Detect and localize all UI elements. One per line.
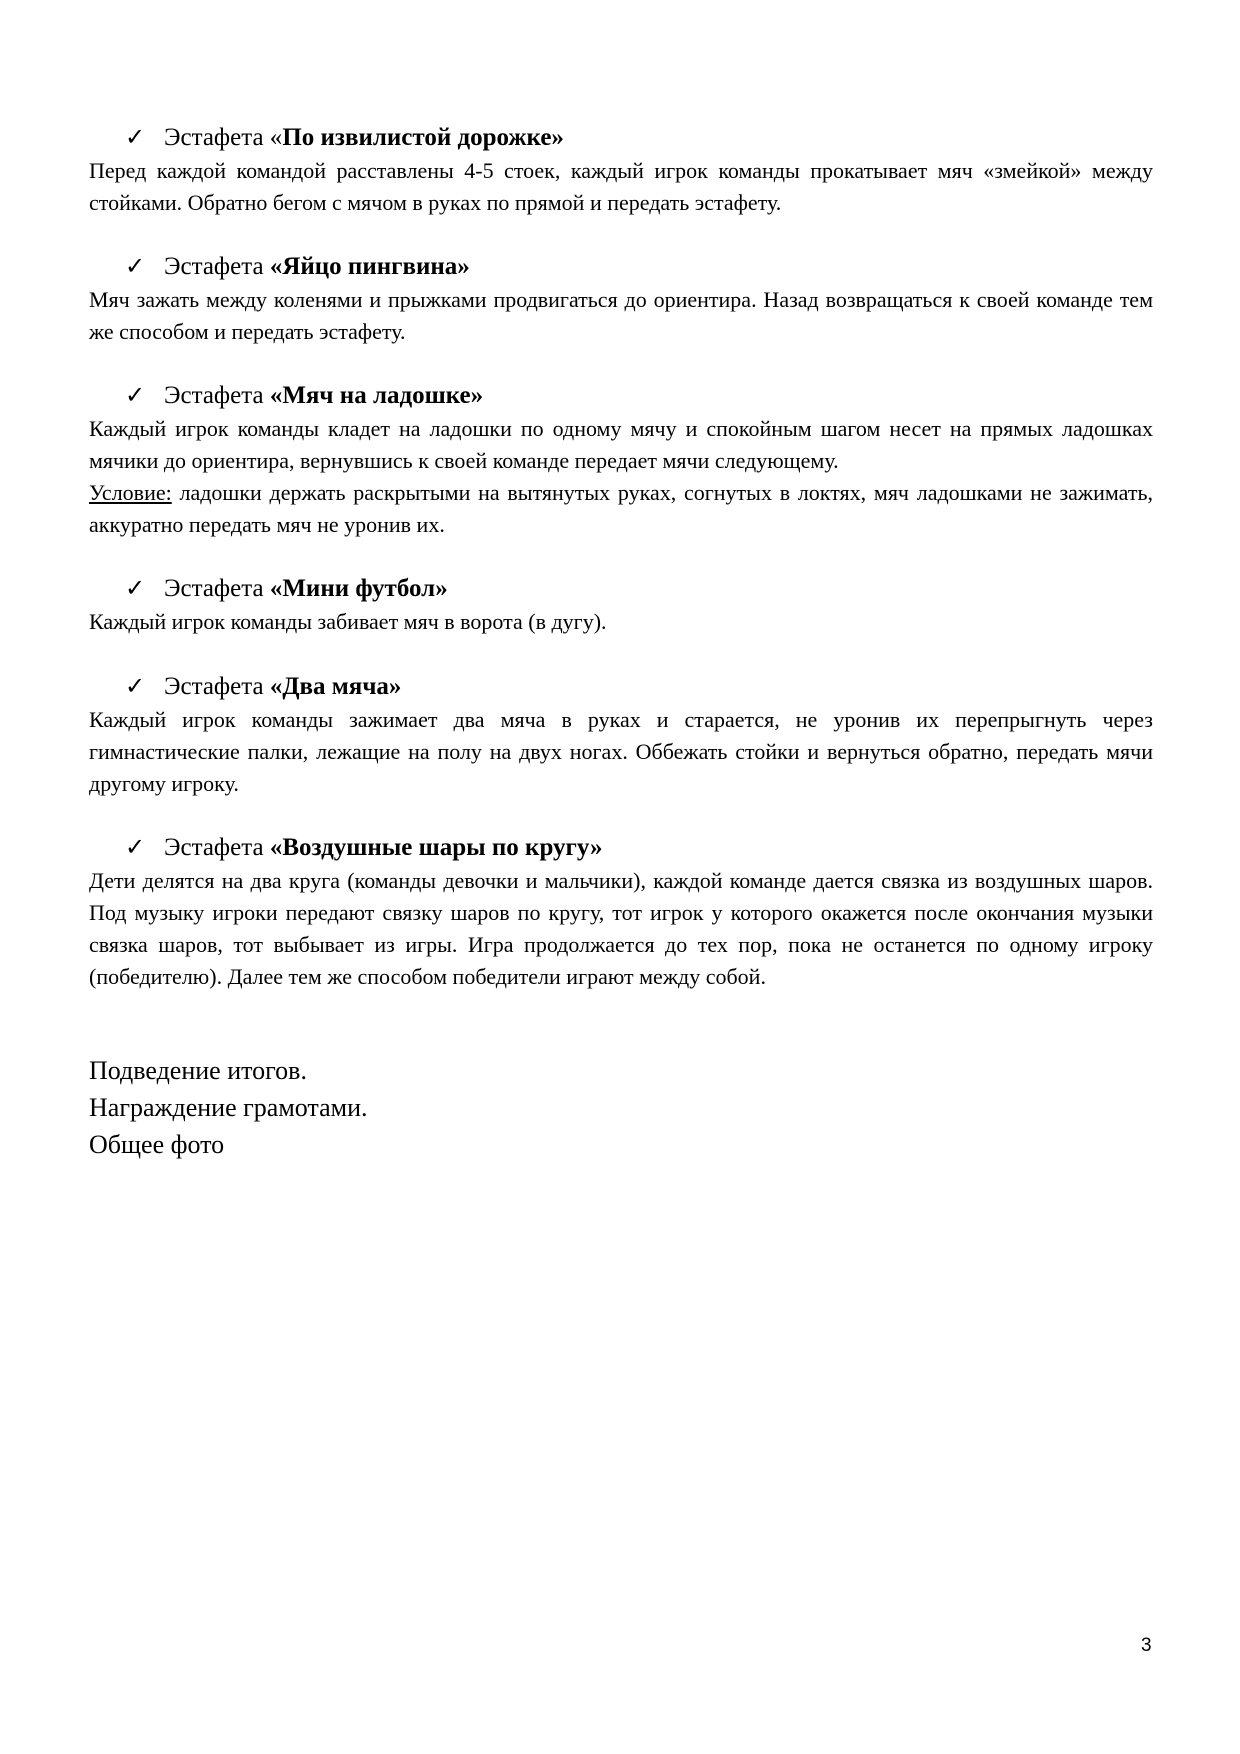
relay-prefix: Эстафета (164, 673, 270, 700)
relay-prefix: Эстафета (164, 834, 270, 861)
relay-description: Перед каждой командой расставлены 4-5 стоек, каждый игрок команды прокатывает мяч «змейкой» между стойками. Обратно бегом с мячом в руках по прямой и передать эстафету. (89, 158, 1153, 215)
relay-section (89, 832, 1153, 993)
relay-description: Каждый игрок команды кладет на ладошки по одному мячу и спокойным шагом несет на прямых ладошках мячики до ориентира, вернувшись к своей команде передает мячи следующему. (89, 416, 1153, 473)
relay-description: Каждый игрок команды забивает мяч в ворота (в дугу). (89, 609, 607, 634)
relay-heading (89, 832, 1153, 863)
relay-section (89, 671, 1153, 800)
relay-section (89, 122, 1153, 219)
checkmark-icon: ✓ (125, 672, 146, 700)
checkmark-icon: ✓ (125, 381, 146, 409)
relay-prefix: Эстафета (164, 253, 270, 280)
checkmark-icon: ✓ (125, 252, 146, 280)
relay-heading (89, 122, 1153, 153)
relay-title: «Мини футбол» (269, 575, 448, 602)
checkmark-icon: ✓ (125, 574, 146, 602)
summary-line: Награждение грамотами. (89, 1093, 368, 1122)
relay-description: Мяч зажать между коленями и прыжками продвигаться до ориентира. Назад возвращаться к своей команде тем же способом и передать эстафету. (89, 287, 1153, 344)
checkmark-icon: ✓ (125, 123, 146, 151)
relay-prefix: Эстафета (164, 382, 270, 409)
checkmark-icon: ✓ (125, 833, 146, 861)
relay-heading (89, 380, 1153, 411)
relay-heading (89, 671, 1153, 702)
page-number: 3 (1141, 1635, 1152, 1656)
relay-heading (89, 573, 1153, 604)
relay-section (89, 573, 1153, 638)
relay-section (89, 380, 1153, 541)
event-summary (89, 1052, 368, 1163)
relay-title: «Мяч на ладошке» (269, 382, 484, 409)
relay-description: Каждый игрок команды зажимает два мяча в руках и старается, не уронив их перепрыгнуть через гимнастические палки, лежащие на полу на двух ногах. Оббежать стойки и вернуться обратно, передать мячи другому игроку. (89, 707, 1153, 796)
relay-title: По извилистой дорожке» (282, 124, 564, 151)
relay-title: «Воздушные шары по кругу» (269, 834, 603, 861)
relay-section (89, 251, 1153, 348)
relay-title: «Яйцо пингвина» (269, 253, 470, 280)
relay-condition (89, 477, 1153, 541)
summary-line: Подведение итогов. (89, 1056, 307, 1085)
condition-text: ладошки держать раскрытыми на вытянутых руках, согнутых в локтях, мяч ладошками не зажимать, аккуратно передать мяч не уронив их. (89, 480, 1153, 537)
summary-line: Общее фото (89, 1130, 225, 1159)
relay-prefix: Эстафета « (164, 124, 283, 151)
relay-heading (89, 251, 1153, 282)
relay-prefix: Эстафета (164, 575, 270, 602)
condition-label: Условие: (89, 480, 172, 505)
relay-description: Дети делятся на два круга (команды девочки и мальчики), каждой команде дается связка из воздушных шаров. Под музыку игроки передают связку шаров по кругу, тот игрок у которого окажется после окончания музыки связка шаров, тот выбывает из игры. Игра продолжается до тех пор, пока не останется по одному игроку (победителю). Далее тем же способом победители играют между собой. (89, 868, 1153, 989)
relay-title: «Два мяча» (269, 673, 402, 700)
